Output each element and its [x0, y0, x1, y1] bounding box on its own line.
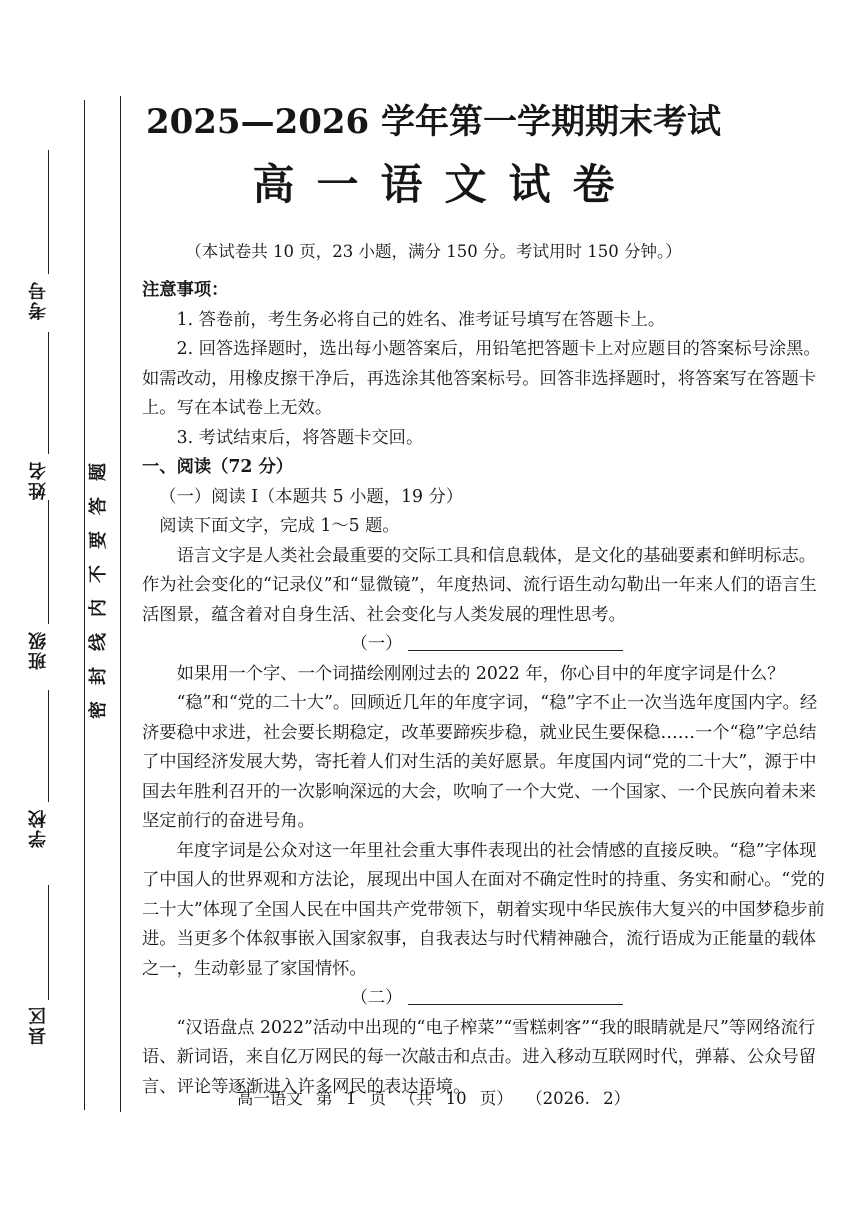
exam-title: 2025—2026 学年第一学期期末考试 — [145, 102, 722, 142]
seal-char: 不 — [88, 565, 109, 583]
field-county-blank[interactable] — [48, 885, 49, 1000]
paragraph: 年度字词是公众对这一年里社会重大事件表现出的社会情感的直接反映。“稳”字体现了中国人的世界观和方法论，展现出中国人在面对不确定性时的持重、务实和耐心。“党的二十大”体现了全国人民在中国共产党带领下，朝着实现中华民族伟大复兴的中国梦稳步前进。当更多个体叙事嵌入国家叙事，自我表达与时代精神融合，流行语成为正能量的载体之一，生动彰显了家国情怀。 — [142, 840, 825, 979]
field-exam-number-label: 考号 — [28, 280, 49, 320]
field-county-label: 县区 — [28, 1005, 49, 1045]
seal-char: 密 — [88, 701, 109, 719]
notice-item: 2. 回答选择题时，选出每小题答案后，用铅笔把答题卡上对应题目的答案标号涂黑。如需改动，用橡皮擦干净后，再选涂其他答案标号。回答非选择题时，将答案写在答题卡上。写在本试卷上无效。 — [142, 339, 821, 418]
paragraph: “稳”和“党的二十大”。回顾近几年的年度字词，“稳”字不止一次当选年度国内字。经济要稳中求进，社会要长期稳定，改革要蹄疾步稳，就业民生要保稳……一个“稳”字总结了中国经济发展大势，寄托着人们对生活的美好愿景。年度国内词“党的二十大”，源于中国去年胜利召开的一次影响深远的大会，吹响了一个大党、一个国家、一个民族向着未来坚定前行的奋进号角。 — [142, 693, 818, 831]
field-class-label: 班级 — [28, 630, 49, 670]
field-school-label: 学校 — [28, 808, 49, 848]
seal-char: 要 — [88, 531, 109, 549]
seal-char: 封 — [88, 667, 109, 685]
field-name-label: 姓名 — [28, 460, 49, 500]
sub-section-heading: （一）阅读 Ⅰ（本题共 5 小题，19 分） — [159, 486, 464, 507]
paragraph: 如果用一个字、一个词描绘刚刚过去的 2022 年，你心目中的年度字词是什么？ — [176, 663, 785, 684]
field-name-blank[interactable] — [48, 332, 49, 454]
part-two-title-blank — [408, 986, 623, 1005]
paragraph: “汉语盘点 2022”活动中出现的“电子榨菜”“雪糕刺客”“我的眼睛就是尺”等网络流行语、新词语，来自亿万网民的每一次敲击和点击。进入移动互联网时代，弹幕、公众号留言、评论等逐渐进入许多网民的表达语境。 — [142, 1017, 816, 1097]
seal-char: 答 — [88, 497, 109, 515]
exam-info: （本试卷共 10 页，23 小题，满分 150 分。考试用时 150 分钟。） — [185, 242, 682, 261]
subject-title: 高一语文试卷 — [252, 160, 637, 209]
page-footer: 高一语文 第 1 页 （共 10 页） （2026. 2） — [236, 1089, 631, 1108]
part-one-label: （一） — [350, 634, 403, 654]
notice-heading: 注意事项： — [142, 280, 229, 300]
part-two-heading — [142, 984, 832, 1014]
part-two-label: （二） — [350, 988, 403, 1008]
seal-char: 内 — [88, 599, 109, 617]
page-body — [142, 276, 832, 1102]
part-one-heading — [142, 630, 832, 660]
field-school-blank[interactable] — [48, 690, 49, 802]
seal-char: 线 — [88, 633, 109, 651]
part-one-title-blank — [408, 632, 623, 651]
section-heading: 一、阅读（72 分） — [142, 457, 294, 477]
field-class-blank[interactable] — [48, 500, 49, 624]
notice-item: 3. 考试结束后，将答题卡交回。 — [176, 427, 424, 448]
instruction: 阅读下面文字，完成 1～5 题。 — [159, 516, 400, 536]
intro-paragraph: 语言文字是人类社会最重要的交际工具和信息载体，是文化的基础要素和鲜明标志。作为社会变化的“记录仪”和“显微镜”，年度热词、流行语生动勾勒出一年来人们的语言生活图景，蕴含着对自身生活、社会变化与人类发展的理性思考。 — [142, 545, 817, 625]
notice-item: 1. 答卷前，考生务必将自己的姓名、准考证号填写在答题卡上。 — [176, 309, 666, 330]
seal-char: 题 — [88, 463, 109, 481]
seal-line-text — [88, 455, 110, 727]
